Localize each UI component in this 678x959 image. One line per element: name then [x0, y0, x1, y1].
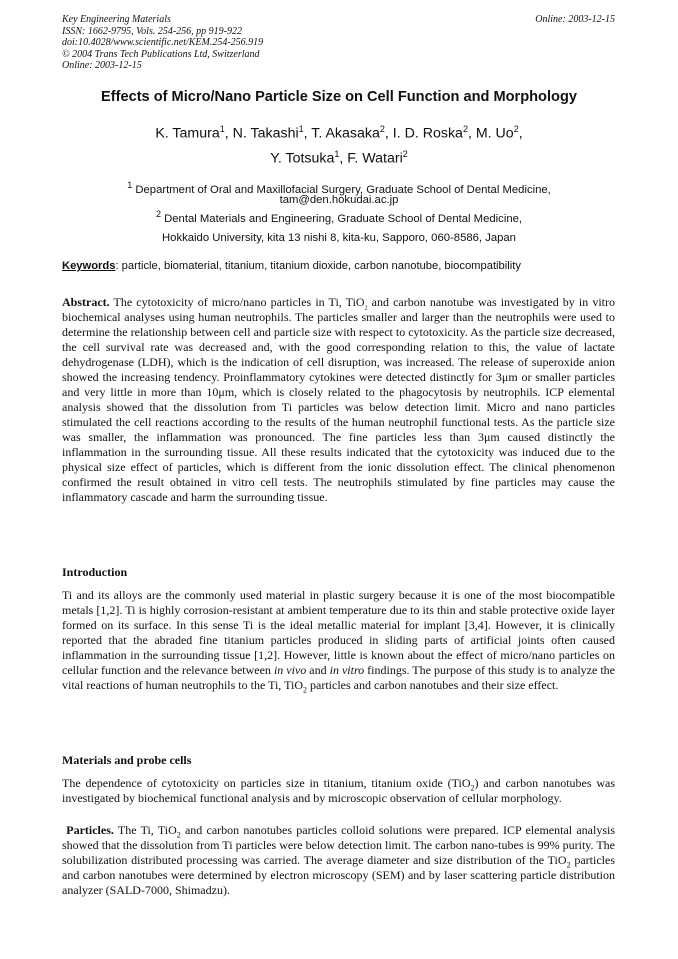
body-text: and carbon nanotubes particles colloid solutions were prepared. ICP elemental analysis showed that the dissolution from Ti particles were below detection limit. The carbon nano-tubes is 99% purity. The solubilization distributed processing was carried. The average diameter and size distribution of the TiO	[62, 823, 616, 867]
author-name: , M. Uo	[467, 125, 514, 142]
abstract-label: Abstract.	[62, 295, 110, 309]
italic-text: in vivo	[273, 663, 307, 677]
author-name: , N. Takashi	[224, 125, 299, 142]
subscript: 2	[470, 783, 475, 793]
issn-line: ISSN: 1662-9795, Vols. 254-256, pp 919-922	[62, 25, 242, 37]
abstract-text: and carbon nanotube was investigated by in vitro biochemical analyses using human neutrophils. The particles smaller and larger than the neutrophils were used to determine the relationship between cell and particle size with respect to cytotoxicity. As the particle size decreased, the cell survival rate was decreased and, with the good corresponding relation to this, the value of lactate dehydrogenase (LDH), which is the indication of cell disruption, was increased. The release of superoxide anion showed the increasing tendency. Proinflammatory cytokines were detected distinctly for 3μm or smaller particles and very little in more than 10μm, which is closely related to the phagocytosis by neutrophils. ICP elemental analysis showed that the dissolution from Ti particles was below detection limit. Micro and nano particles stimulated the cell reactions according to the results of the human neutrophil functional tests. As the particle size was smaller, the inflammation was pronounced. The fine particles less than 3μm caused distinctly the inflammation in the surrounding tissue. All these results indicated that the cytotoxicity was induced due to the physical size effect of particles, which is different from the ionic dissolution effect. The clinical phenomenon confirmed the result obtained in vitro cell tests. The neutrophils stimulated by fine particles may cause the inflammatory cascade and harm the surrounding tissue.	[62, 295, 616, 504]
author-name: , I. D. Roska	[384, 125, 463, 142]
author-email: tam@den.hokudai.ac.jp	[279, 194, 399, 206]
body-text: The Ti, TiO	[113, 823, 177, 837]
affiliation-marker: 1	[298, 124, 304, 134]
subscript: 2	[176, 830, 181, 840]
affiliation-marker: 2	[379, 124, 385, 134]
body-text: and	[306, 663, 330, 677]
subscript: 2	[566, 860, 571, 870]
introduction-paragraph	[62, 588, 615, 693]
section-heading-introduction: Introduction	[62, 565, 128, 579]
keywords-label: Keywords	[62, 260, 116, 272]
affiliation-2	[0, 207, 678, 226]
body-text: Ti and its alloys are the commonly used material in plastic surgery because it is one of the most biocompatible metals [1,2]. Ti is highly corrosion-resistant at ambient temperature due to its thin and stable protective oxide layer formed on its surface. In this sense Ti is the ideal metallic material for implant [3,4]. However, it is clinically reported that the abraded fine titanium particles produced in sliding parts of artificial joints often caused inflammation in the surrounding tissue [1,2]. However, little is known about the effect of micro/nano particles on cellular function and the relevance between	[62, 588, 615, 677]
particles-paragraph	[62, 823, 615, 898]
author-name: K. Tamura	[155, 125, 220, 142]
keywords	[62, 260, 622, 272]
subscript: 2	[364, 305, 368, 312]
abstract-paragraph	[62, 295, 615, 505]
affiliation-marker: 2	[155, 209, 161, 219]
online-date: Online: 2003-12-15	[535, 14, 615, 25]
affiliation-marker: 1	[334, 148, 340, 159]
author-list	[90, 119, 588, 168]
affiliation-text: Dental Materials and Engineering, Graduate School of Dental Medicine,	[160, 212, 523, 225]
subscript: 2	[303, 685, 308, 695]
affiliation-marker: 2	[462, 124, 468, 134]
italic-text: in vitro	[329, 663, 365, 677]
abstract-text: The cytotoxicity of micro/nano particles in Ti, TiO	[109, 295, 365, 309]
doi-line: doi:10.4028/www.scientific.net/KEM.254-256.919	[62, 37, 264, 48]
author-separator: ,	[518, 125, 523, 142]
affiliation-marker: 2	[402, 148, 408, 159]
copyright-line: © 2004 Trans Tech Publications Ltd, Switzerland	[62, 48, 260, 60]
author-name: , T. Akasaka	[303, 125, 380, 142]
affiliation-address: Hokkaido University, kita 13 nishi 8, kita-ku, Sapporo, 060-8586, Japan	[162, 232, 516, 244]
body-text: ) and carbon nanotubes was investigated by biochemical functional analysis and by microscopic observation of cellular morphology.	[62, 776, 615, 805]
author-name: , F. Watari	[339, 150, 403, 167]
body-text: The dependence of cytotoxicity on particles size in titanium, titanium oxide (TiO	[62, 776, 471, 790]
particles-label: Particles.	[66, 823, 114, 837]
journal-name: Key Engineering Materials	[62, 14, 171, 25]
section-heading-materials: Materials and probe cells	[62, 753, 192, 767]
affiliation-text: Department of Oral and Maxillofacial Surgery, Graduate School of Dental Medicine,	[132, 183, 551, 196]
keywords-colon: :	[115, 260, 119, 272]
materials-paragraph	[62, 776, 615, 806]
body-text: particles and carbon nanotubes and their size effect.	[307, 678, 559, 692]
affiliation-marker: 2	[513, 124, 519, 134]
cut-off-header-line: Online: 2003-12-15	[62, 60, 142, 71]
paper-title: Effects of Micro/Nano Particle Size on Cell Function and Morphology	[101, 89, 577, 105]
keywords-text: particle, biomaterial, titanium, titanium dioxide, carbon nanotube, biocompatibility	[118, 260, 521, 272]
author-name: Y. Totsuka	[270, 150, 335, 167]
page-header	[62, 14, 615, 71]
affiliation-marker: 1	[219, 124, 225, 134]
body-text: particles and carbon nanotubes were determined by electron microscopy (SEM) and by laser scattering particle distribution analyzer (SALD-7000, Shimadzu).	[62, 853, 615, 897]
affiliation-marker: 1	[127, 180, 133, 190]
body-text: findings. The purpose of this study is to analyze the vital reactions of human neutrophils to the Ti, TiO	[62, 663, 615, 692]
